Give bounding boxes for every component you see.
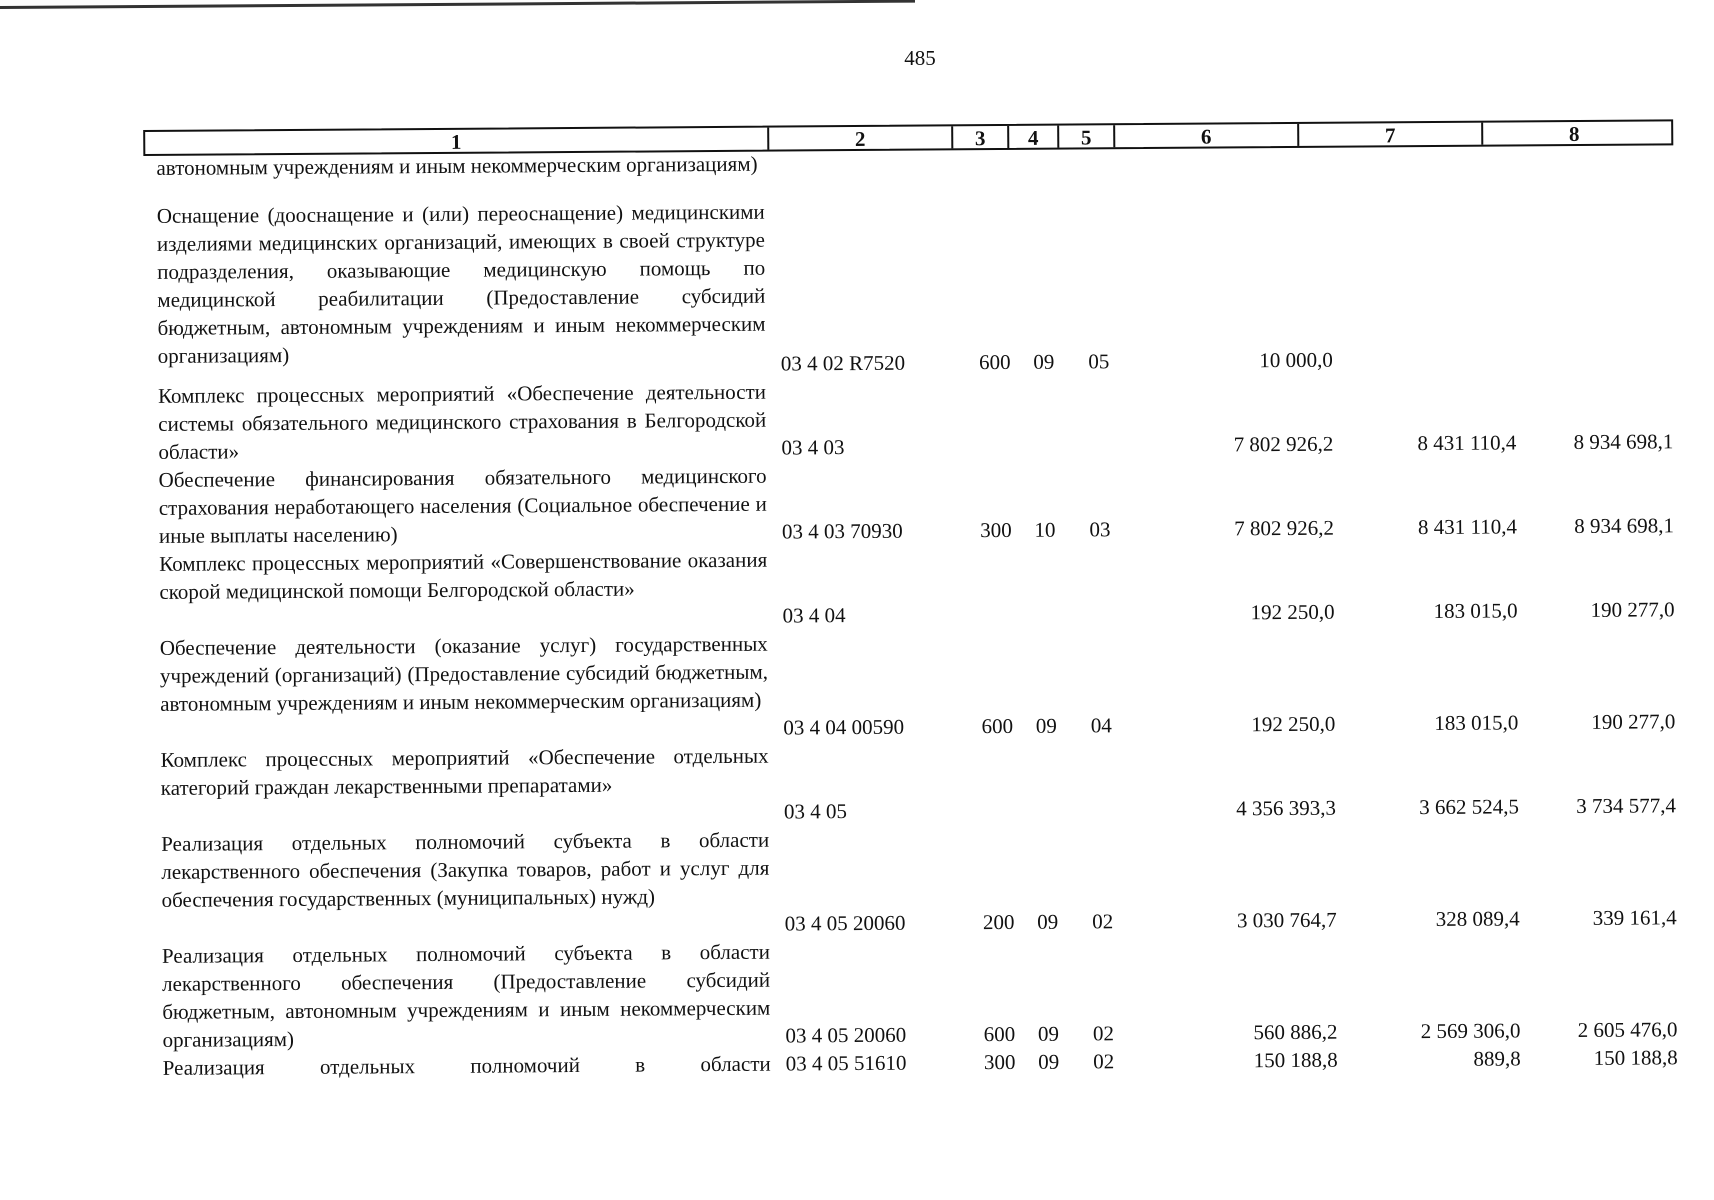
row-value-8: 339 161,4: [1592, 905, 1677, 930]
row-value-7: 183 015,0: [1434, 710, 1519, 735]
row-col-3: 300: [980, 517, 1012, 543]
row-code: 03 4 04 00590: [783, 714, 905, 740]
row-value-6: 7 802 926,2: [1234, 515, 1335, 541]
row-description: Комплекс процессных мероприятий «Обеспечение отдельных категорий граждан лекарственными препаратами»: [160, 743, 769, 800]
row-col-4: 10: [1034, 517, 1056, 542]
row-value-7: 8 431 110,4: [1417, 430, 1517, 456]
row-col-4: 09: [1035, 713, 1057, 738]
row-description: Реализация отдельных полномочий субъекта в области лекарственного обеспечения (Предоставление субсидий бюджетным, автономным учреждениям и иным некоммерческим организациям): [161, 939, 771, 1052]
row-description: Обеспечение финансирования обязательного медицинского страхования неработающего населения (Социальное обеспечение и иные выплаты населению): [158, 463, 767, 548]
row-col-5: 02: [1092, 909, 1114, 934]
header-col-2: 2: [769, 126, 953, 149]
row-code: 03 4 05 20060: [784, 910, 906, 936]
row-description: Комплекс процессных мероприятий «Обеспечение деятельности системы обязательного медицинского страхования в Белгородской области»: [157, 379, 767, 464]
row-value-8: 8 934 698,1: [1574, 513, 1675, 539]
row-value-7: 889,8: [1473, 1046, 1521, 1071]
row-value-6: 192 250,0: [1251, 711, 1336, 737]
row-description: Оснащение (дооснащение и (или) переоснащение) медицинскими изделиями медицинских организаций, имеющих в своей структуре подразделения, оказывающие медицинскую помощь по медицинской реабилитации (Предоставление субсидий бюджетным, автономным учреждениям и иным некоммерческим организациям): [156, 199, 766, 368]
row-value-6: 7 802 926,2: [1233, 431, 1334, 457]
row-code: 03 4 05 20060: [785, 1022, 907, 1048]
row-col-3: 200: [982, 909, 1015, 935]
row-value-6: 3 030 764,7: [1236, 907, 1337, 933]
top-rule: [0, 0, 915, 9]
row-col-5: 02: [1092, 1021, 1115, 1046]
row-col-4: 09: [1033, 349, 1055, 374]
row-value-6: 150 188,8: [1253, 1047, 1338, 1073]
table-row: [149, 931, 1680, 1054]
table-row: [145, 371, 1676, 466]
row-value-6: 10 000,0: [1259, 347, 1333, 373]
row-value-7: 8 431 110,4: [1417, 514, 1518, 540]
row-col-5: 05: [1088, 349, 1110, 374]
header-col-4: 4: [1009, 126, 1059, 148]
row-value-7: 328 089,4: [1435, 906, 1520, 931]
row-code: 03 4 05: [783, 799, 848, 824]
row-col-3: 300: [983, 1049, 1016, 1075]
row-col-3: 600: [981, 713, 1014, 739]
row-value-8: 3 734 577,4: [1576, 793, 1677, 819]
row-value-7: 2 569 306,0: [1420, 1018, 1521, 1044]
header-col-1: 1: [145, 128, 769, 154]
row-code: 03 4 04: [782, 603, 846, 628]
header-col-6: 6: [1115, 124, 1299, 147]
table-row: [146, 455, 1677, 550]
row-value-8: 2 605 476,0: [1577, 1017, 1678, 1043]
row-description: Реализация отдельных полномочий в области: [162, 1051, 771, 1080]
row-col-5: 03: [1089, 517, 1111, 542]
row-col-5: 04: [1090, 713, 1112, 738]
row-code: 03 4 03 70930: [781, 518, 903, 544]
row-description: автономным учреждениям и иным некоммерческим организациям): [156, 151, 758, 180]
page-number: 485: [904, 46, 936, 70]
row-description: Обеспечение деятельности (оказание услуг) государственных учреждений (организаций) (Предоставление субсидий бюджетным, автономным учреждениям и иным некоммерческим организациям): [159, 631, 769, 716]
row-code: 03 4 05 51610: [785, 1050, 907, 1076]
header-col-5: 5: [1059, 125, 1115, 147]
row-value-7: 3 662 524,5: [1419, 794, 1520, 820]
row-col-4: 09: [1037, 1021, 1060, 1046]
row-col-3: 600: [983, 1021, 1016, 1047]
header-col-7: 7: [1299, 123, 1483, 146]
row-col-4: 09: [1037, 909, 1059, 934]
table-row: [147, 623, 1678, 746]
row-value-8: 8 934 698,1: [1573, 429, 1674, 455]
row-col-5: 02: [1093, 1049, 1115, 1074]
row-col-4: 09: [1038, 1049, 1060, 1074]
budget-table: [143, 95, 1678, 1080]
row-value-8: 190 277,0: [1590, 597, 1675, 622]
row-value-6: 192 250,0: [1250, 599, 1335, 625]
row-value-8: 150 188,8: [1593, 1045, 1678, 1070]
row-code: 03 4 03: [781, 435, 845, 460]
row-description: Реализация отдельных полномочий субъекта в области лекарственного обеспечения (Закупка товаров, работ и услуг для обеспечения государственных (муниципальных) нужд): [161, 827, 770, 912]
row-description: Комплекс процессных мероприятий «Совершенствование оказания скорой медицинской помощи Белгородской области»: [159, 547, 768, 604]
table-row: [144, 191, 1675, 382]
header-col-8: 8: [1568, 121, 1580, 147]
table-row: [147, 735, 1678, 830]
row-value-6: 560 886,2: [1253, 1019, 1338, 1045]
table-row: [148, 819, 1679, 942]
row-col-3: 600: [978, 349, 1011, 375]
row-value-8: 190 277,0: [1591, 709, 1676, 734]
row-value-6: 4 356 393,3: [1236, 795, 1337, 821]
row-code: 03 4 02 R7520: [780, 350, 906, 376]
row-value-7: 183 015,0: [1433, 598, 1518, 624]
table-row: [146, 539, 1677, 634]
header-col-3: 3: [953, 126, 1009, 148]
